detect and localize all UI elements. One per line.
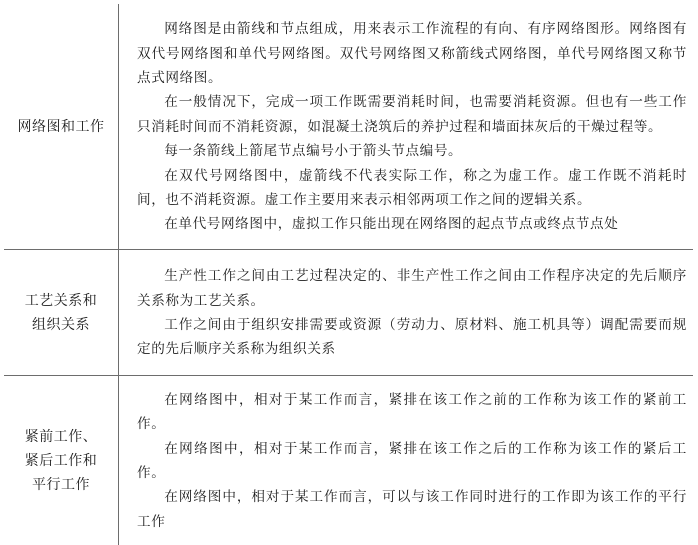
term-label-line: 组织关系 bbox=[6, 313, 116, 337]
term-label-line: 紧前工作、 bbox=[6, 425, 116, 449]
description-paragraph: 在一般情况下，完成一项工作既需要消耗时间，也需要消耗资源。但也有一些工作只消耗时间而不消耗资源，如混凝土浇筑后的养护过程和墙面抹灰后的干燥过程等。 bbox=[137, 90, 687, 139]
description-paragraph: 在双代号网络图中，虚箭线不代表实际工作，称之为虚工作。虚工作既不消耗时间，也不消耗资源。虚工作主要用来表示相邻两项工作之间的逻辑关系。 bbox=[137, 164, 687, 213]
table-row bbox=[4, 250, 693, 376]
term-cell bbox=[4, 4, 119, 250]
term-label-line: 工艺关系和 bbox=[6, 289, 116, 313]
description-cell bbox=[119, 4, 694, 250]
description-paragraph: 在网络图中，相对于某工作而言，可以与该工作同时进行的工作即为该工作的平行工作 bbox=[137, 485, 687, 534]
description-cell bbox=[119, 376, 694, 545]
term-cell bbox=[4, 376, 119, 545]
description-paragraph: 每一条箭线上箭尾节点编号小于箭头节点编号。 bbox=[137, 139, 687, 163]
term-label-line: 平行工作 bbox=[6, 473, 116, 497]
term-cell bbox=[4, 250, 119, 376]
concept-table bbox=[4, 4, 693, 545]
term-label-line: 紧后工作和 bbox=[6, 449, 116, 473]
description-paragraph: 在网络图中，相对于某工作而言，紧排在该工作之前的工作称为该工作的紧前工作。 bbox=[137, 388, 687, 437]
description-paragraph: 在单代号网络图中，虚拟工作只能出现在网络图的起点节点或终点节点处 bbox=[137, 212, 687, 236]
description-cell bbox=[119, 250, 694, 376]
description-paragraph: 工作之间由于组织安排需要或资源（劳动力、原材料、施工机具等）调配需要而规定的先后顺序关系称为组织关系 bbox=[137, 313, 687, 362]
table-row bbox=[4, 4, 693, 250]
description-paragraph: 生产性工作之间由工艺过程决定的、非生产性工作之间由工作程序决定的先后顺序关系称为工艺关系。 bbox=[137, 264, 687, 313]
description-paragraph: 网络图是由箭线和节点组成，用来表示工作流程的有向、有序网络图形。网络图有双代号网络图和单代号网络图。双代号网络图又称箭线式网络图，单代号网络图又称节点式网络图。 bbox=[137, 17, 687, 90]
term-label: 网络图和工作 bbox=[18, 119, 105, 135]
description-paragraph: 在网络图中，相对于某工作而言，紧排在该工作之后的工作称为该工作的紧后工作。 bbox=[137, 437, 687, 486]
table-row bbox=[4, 376, 693, 545]
